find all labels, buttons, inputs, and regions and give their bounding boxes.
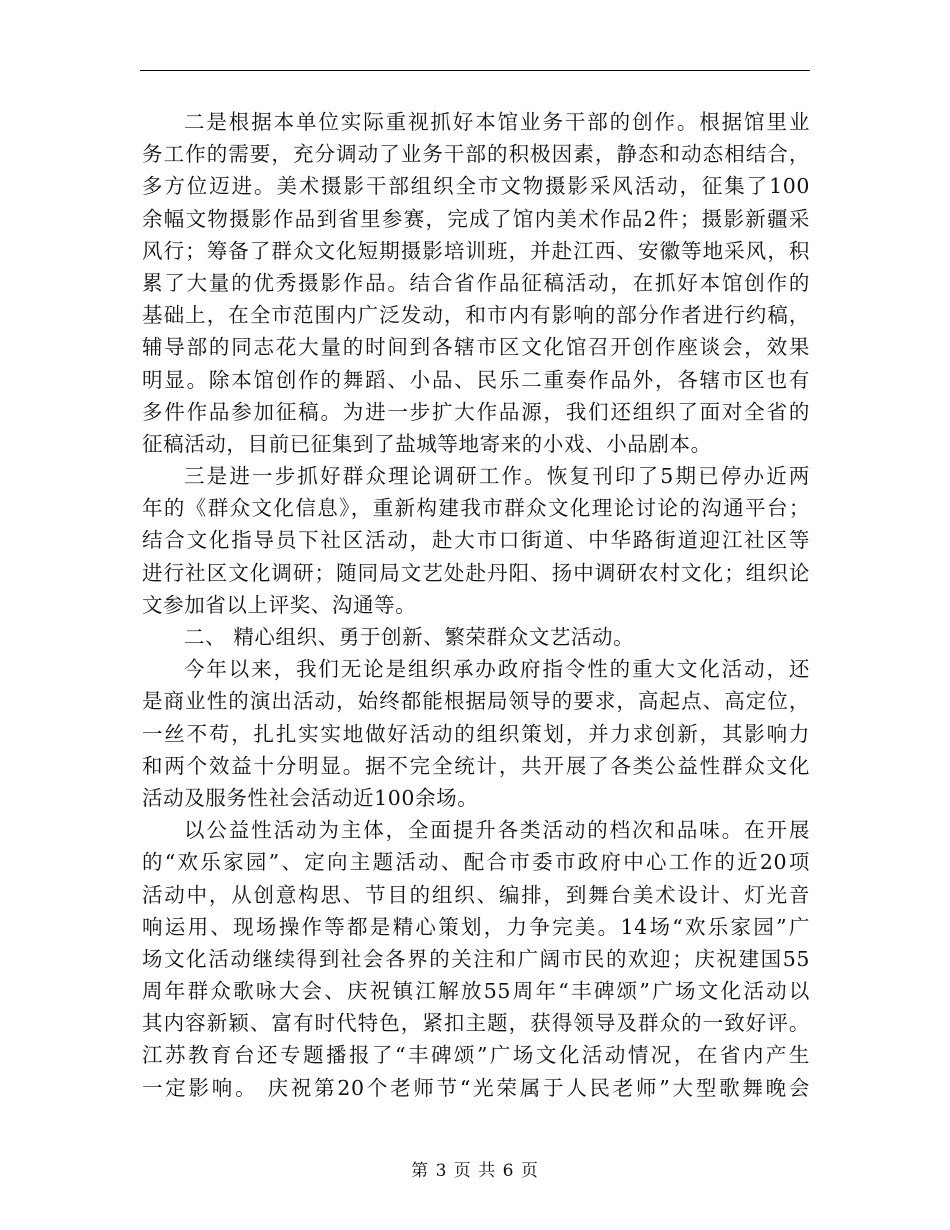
text-line: 多方位迈进。美术摄影干部组织全市文物摄影采风活动，征集了100 (142, 174, 810, 199)
text-line: 江苏教育台还专题播报了“丰碑颂”广场文化活动情况，在省内产生 (142, 1043, 810, 1068)
text-line: 活动中，从创意构思、节目的组织、编排，到舞台美术设计、灯光音 (142, 882, 810, 907)
text-line: 和两个效益十分明显。据不完全统计，共开展了各类公益性群众文化 (142, 753, 810, 778)
document-body (142, 106, 810, 1104)
text-line: 余幅文物摄影作品到省里参赛，完成了馆内美术作品2件；摄影新疆采 (142, 206, 810, 231)
text-line: 其内容新颖、富有时代特色，紧扣主题，获得领导及群众的一致好评。 (142, 1011, 810, 1036)
text-line: 辅导部的同志花大量的时间到各辖市区文化馆召开创作座谈会，效果 (142, 335, 810, 360)
text-line: 周年群众歌咏大会、庆祝镇江解放55周年“丰碑颂”广场文化活动以 (142, 979, 810, 1004)
text-line: 累了大量的优秀摄影作品。结合省作品征稿活动，在抓好本馆创作的 (142, 270, 810, 295)
text-line: 响运用、现场操作等都是精心策划，力争完美。14场“欢乐家园”广 (142, 914, 810, 939)
text-line: 务工作的需要，充分调动了业务干部的积极因素，静态和动态相结合， (142, 142, 810, 167)
text-line: 一丝不苟，扎扎实实地做好活动的组织策划，并力求创新，其影响力 (142, 721, 810, 746)
text-line: 基础上，在全市范围内广泛发动，和市内有影响的部分作者进行约稿， (142, 303, 810, 328)
text-line: 的“欢乐家园”、定向主题活动、配合市委市政府中心工作的近20项 (142, 850, 810, 875)
header-rule (140, 70, 810, 71)
text-line: 明显。除本馆创作的舞蹈、小品、民乐二重奏作品外，各辖市区也有 (142, 367, 810, 392)
text-line: 进行社区文化调研；随同局文艺处赴丹阳、扬中调研农村文化；组织论 (142, 560, 810, 585)
text-line: 一定影响。 庆祝第20个老师节“光荣属于人民老师”大型歌舞晚会 (142, 1075, 810, 1100)
text-line: 文参加省以上评奖、沟通等。 (142, 592, 417, 617)
text-line: 二、 精心组织、勇于创新、繁荣群众文艺活动。 (184, 625, 635, 649)
text-line: 活动及服务性社会活动近100余场。 (142, 785, 479, 810)
page-number: 第 3 页 共 6 页 (411, 1161, 539, 1181)
text-line: 年的《群众文化信息》，重新构建我市群众文化理论讨论的沟通平台； (142, 496, 810, 521)
text-line: 风行；筹备了群众文化短期摄影培训班，并赴江西、安徽等地采风，积 (142, 238, 810, 263)
text-line: 三是进一步抓好群众理论调研工作。恢复刊印了5期已停办近两 (184, 464, 810, 489)
text-line: 征稿活动，目前已征集到了盐城等地寄来的小戏、小品剧本。 (142, 431, 712, 456)
text-line: 是商业性的演出活动，始终都能根据局领导的要求，高起点、高定位， (142, 689, 810, 714)
text-line: 今年以来，我们无论是组织承办政府指令性的重大文化活动，还 (184, 657, 810, 682)
text-line: 二是根据本单位实际重视抓好本馆业务干部的创作。根据馆里业 (184, 110, 810, 134)
text-line: 结合文化指导员下社区活动，赴大市口街道、中华路街道迎江社区等 (142, 528, 810, 553)
text-line: 场文化活动继续得到社会各界的关注和广阔市民的欢迎；庆祝建国55 (142, 946, 810, 971)
text-line: 多件作品参加征稿。为进一步扩大作品源，我们还组织了面对全省的 (142, 399, 810, 424)
text-line: 以公益性活动为主体，全面提升各类活动的档次和品味。在开展 (184, 818, 810, 843)
